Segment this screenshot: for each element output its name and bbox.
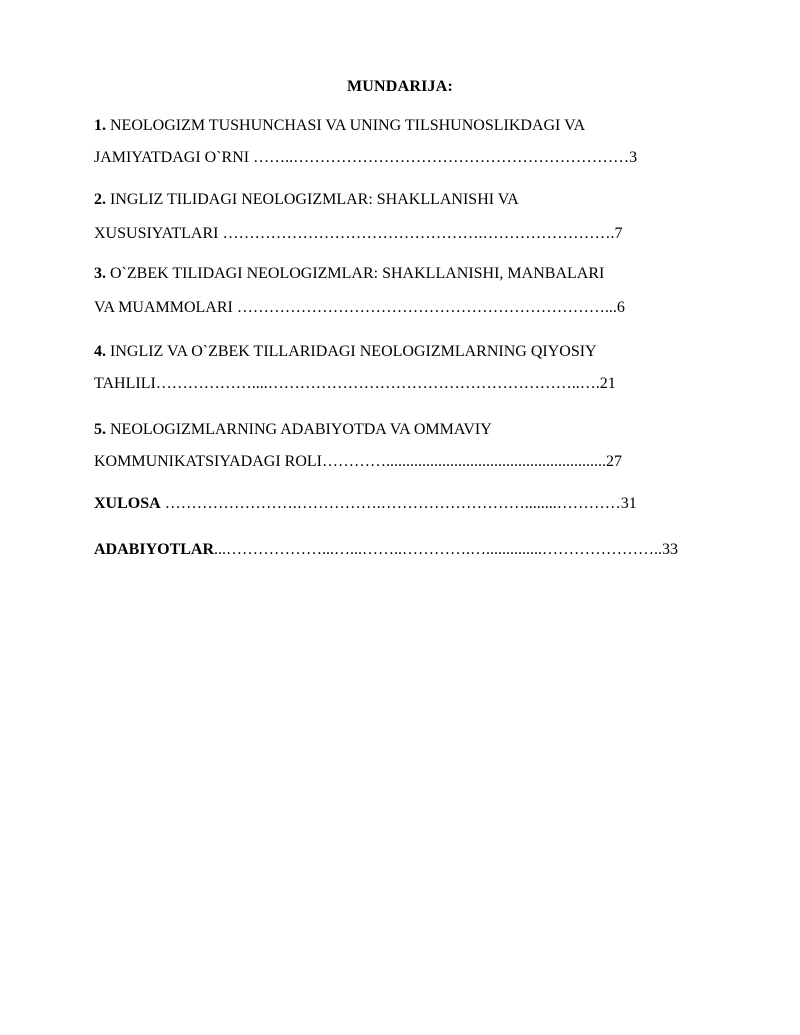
toc-entry-number: 1.	[94, 117, 106, 134]
toc-entry-conclusion	[94, 494, 706, 514]
toc-entry-4-line2: TAHLILI………………....…………………………………………………..….21	[94, 375, 616, 392]
toc-entry-5-line1	[94, 420, 492, 440]
toc-references-label: ADABIYOTLAR	[94, 541, 215, 558]
toc-entry-5-line2: KOMMUNIKATSIYADAGI ROLI………….......................................................27	[94, 453, 622, 470]
toc-conclusion-leader: …………………….…………….………………………........…………31	[160, 495, 637, 512]
toc-entry-1-line1	[94, 116, 585, 136]
toc-entry-text: O`ZBEK TILIDAGI NEOLOGIZMLAR: SHAKLLANISHI, MANBALARI	[106, 265, 605, 282]
toc-references-leader: ...………………...…...……..………….…..............…………………..33	[214, 541, 679, 558]
page-title: MUNDARIJA:	[347, 78, 453, 95]
toc-entry-references	[94, 540, 706, 560]
toc-entry-1-line2: JAMIYATDAGI O`RNI ……..………………………………………………………3	[94, 149, 638, 166]
toc-entry-text: NEOLOGIZMLARNING ADABIYOTDA VA OMMAVIY	[106, 421, 492, 438]
toc-conclusion-label: XULOSA	[94, 495, 161, 512]
toc-entry-3-line2: VA MUAMMOLARI ……………………………………………………………...6	[94, 299, 625, 316]
toc-entry-2-line1	[94, 190, 519, 210]
toc-entry-number: 2.	[94, 191, 106, 208]
toc-entry-2-line2: XUSUSIYATLARI ………………………………………….…………………….7	[94, 225, 623, 242]
toc-entry-3-line1	[94, 264, 604, 284]
toc-entry-text: INGLIZ TILIDAGI NEOLOGIZMLAR: SHAKLLANISHI VA	[106, 191, 519, 208]
toc-entry-number: 3.	[94, 265, 106, 282]
toc-entry-text: INGLIZ VA O`ZBEK TILLARIDAGI NEOLOGIZMLARNING QIYOSIY	[106, 343, 597, 360]
toc-entry-number: 5.	[94, 421, 106, 438]
toc-entry-text: NEOLOGIZM TUSHUNCHASI VA UNING TILSHUNOSLIKDAGI VA	[106, 117, 586, 134]
toc-entry-4-line1	[94, 342, 597, 362]
toc-entry-number: 4.	[94, 343, 106, 360]
